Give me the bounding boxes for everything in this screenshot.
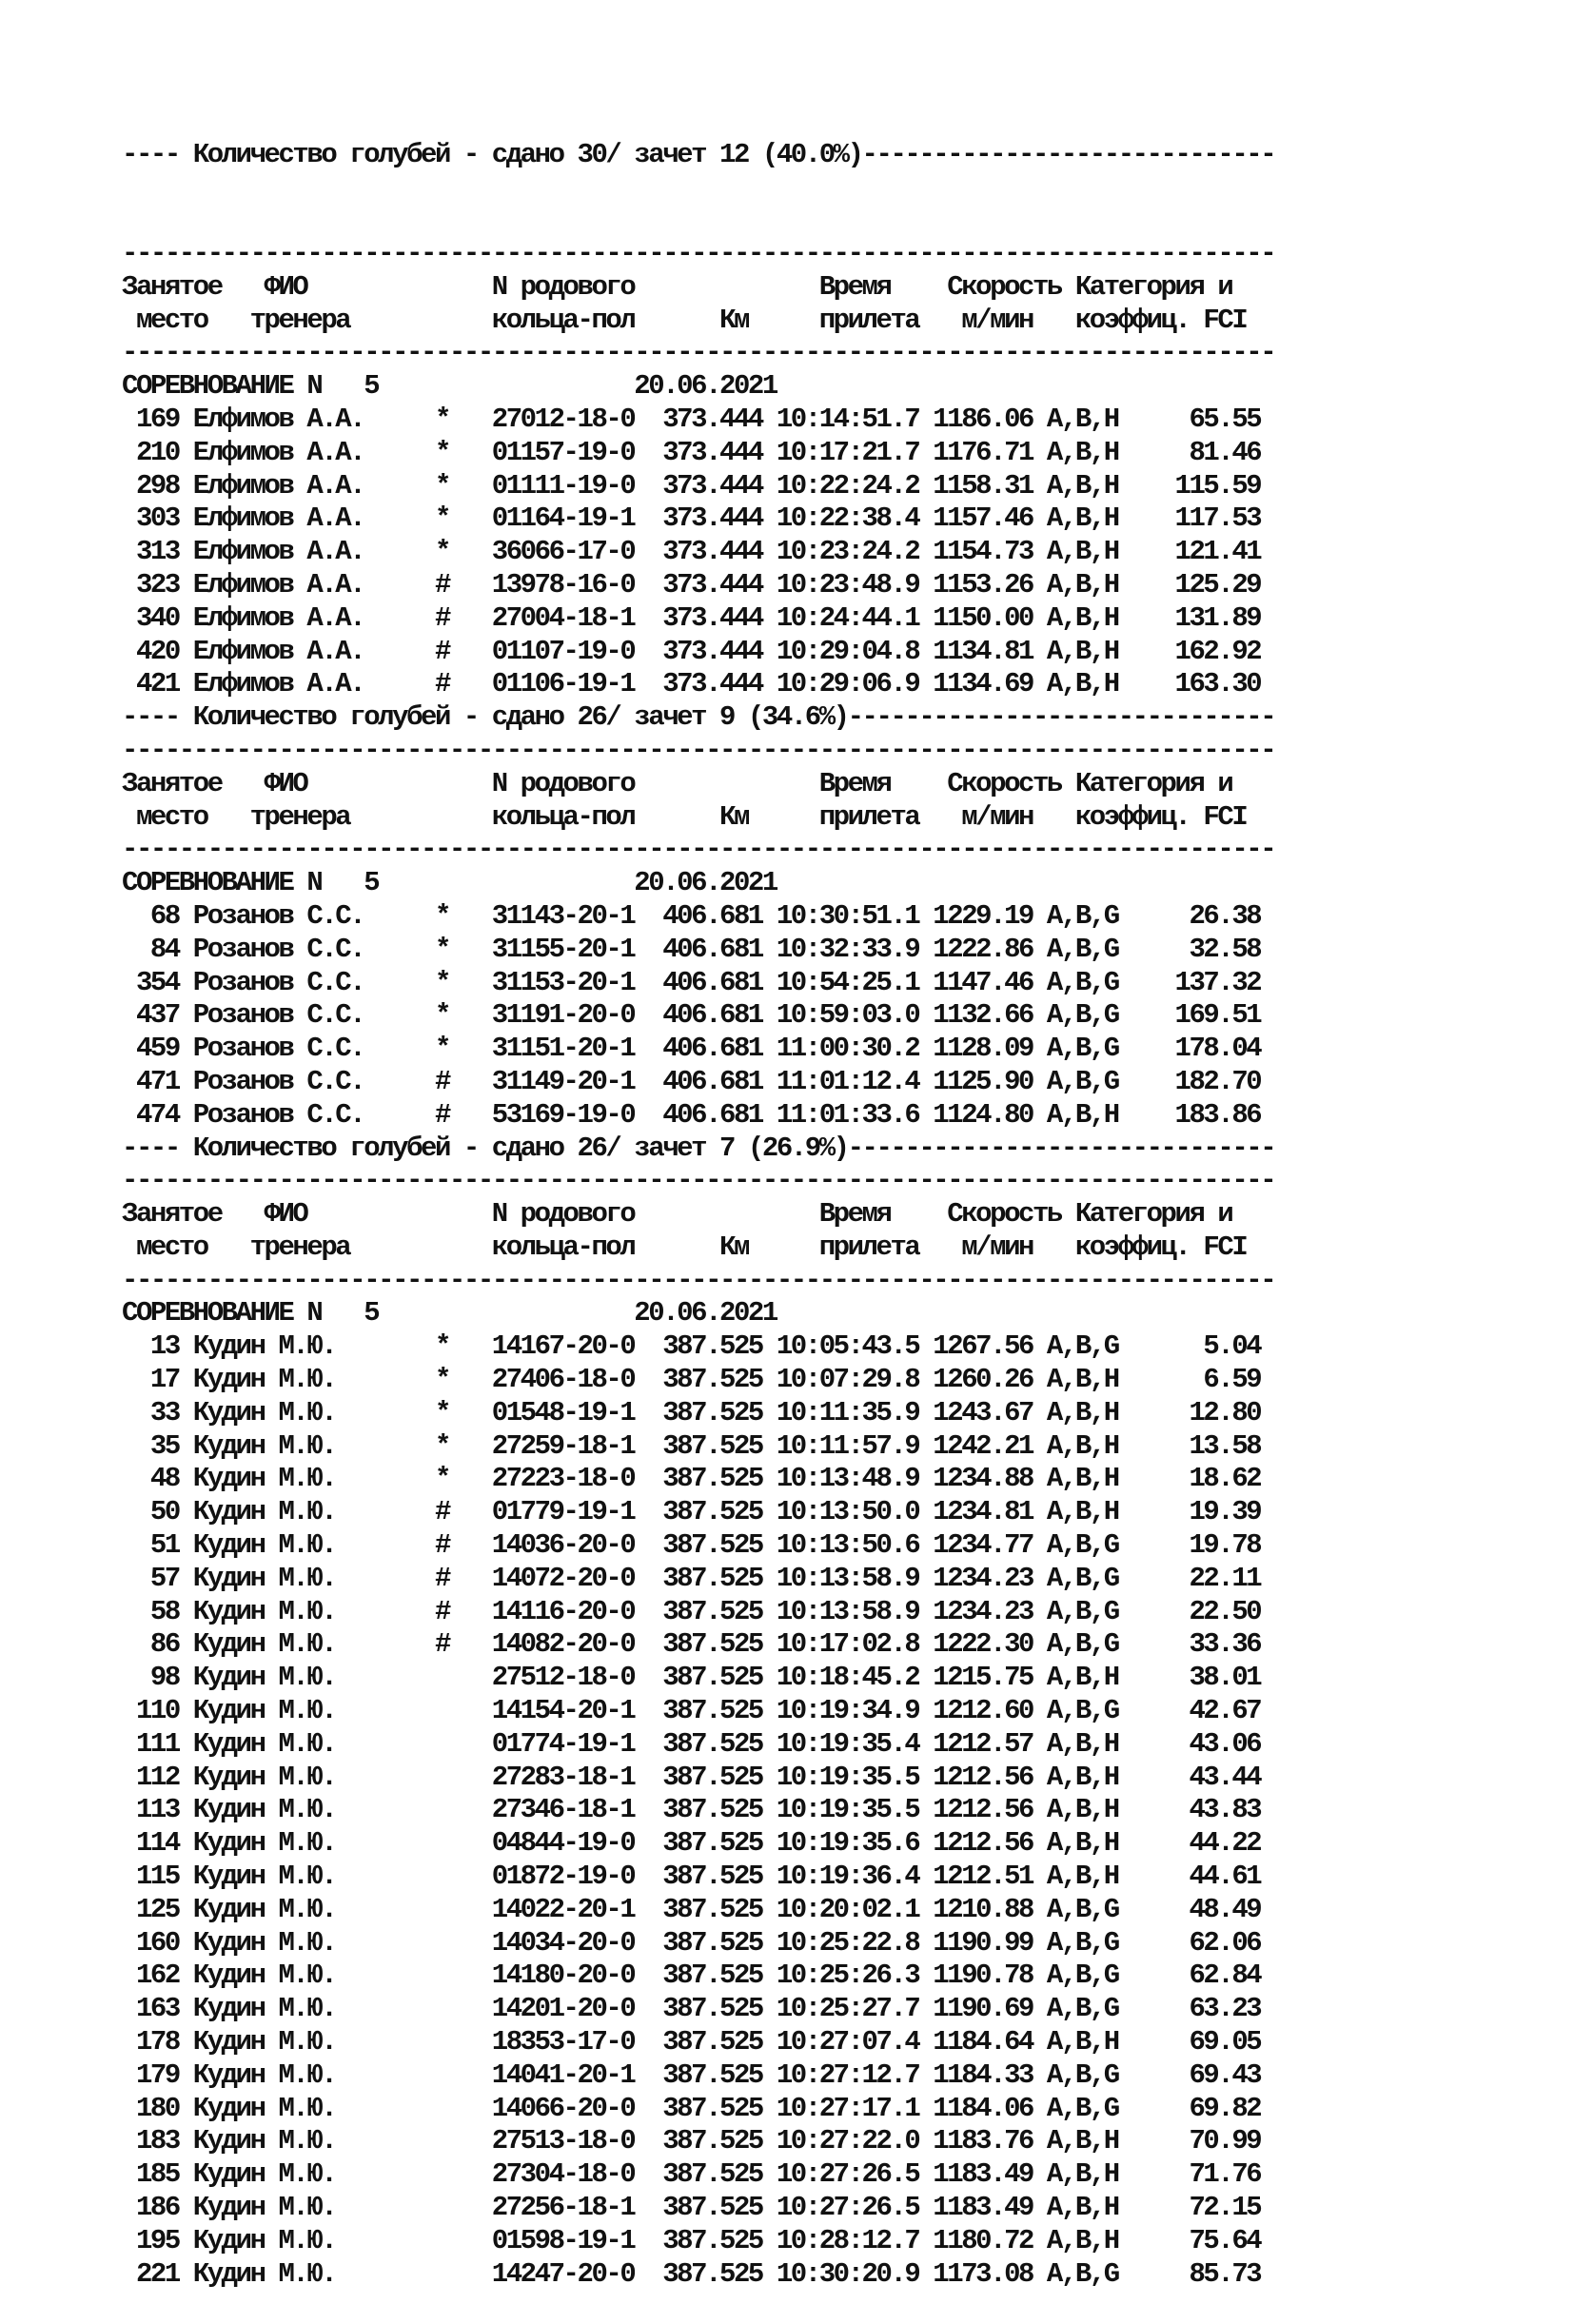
result-row: 180 Кудин М.Ю. 14066-20-0 387.525 10:27:17.1 1184.06 A,B,G 69.82 <box>122 2092 1261 2124</box>
dashed-separator: --------------------------------------------------------------------------------- <box>122 1264 1275 1296</box>
result-row: 86 Кудин М.Ю. # 14082-20-0 387.525 10:17:02.8 1222.30 A,B,G 33.36 <box>122 1628 1261 1661</box>
result-row: 125 Кудин М.Ю. 14022-20-1 387.525 10:20:02.1 1210.88 A,B,G 48.49 <box>122 1893 1261 1925</box>
result-row: 51 Кудин М.Ю. # 14036-20-0 387.525 10:13:50.6 1234.77 A,B,G 19.78 <box>122 1529 1261 1562</box>
results-body <box>122 238 1549 2291</box>
result-row: 68 Розанов С.С. * 31143-20-1 406.681 10:30:51.1 1229.19 A,B,G 26.38 <box>122 899 1261 932</box>
result-row: 210 Елфимов А.А. * 01157-19-0 373.444 10:17:21.7 1176.71 A,B,H 81.46 <box>122 436 1261 468</box>
result-row: 303 Елфимов А.А. * 01164-19-1 373.444 10:22:38.4 1157.46 A,B,H 117.53 <box>122 502 1261 535</box>
top-summary-line: ---- Количество голубей - сдано 30/ зачет 12 (40.0%)----------------------------- <box>122 138 1275 170</box>
column-header-row-2: место тренера кольца-пол Км прилета м/мин коэффиц. FCI <box>122 304 1247 336</box>
result-row: 178 Кудин М.Ю. 18353-17-0 387.525 10:27:07.4 1184.64 A,B,H 69.05 <box>122 2026 1261 2058</box>
result-row: 160 Кудин М.Ю. 14034-20-0 387.525 10:25:22.8 1190.99 A,B,G 62.06 <box>122 1926 1261 1959</box>
result-row: 183 Кудин М.Ю. 27513-18-0 387.525 10:27:22.0 1183.76 A,B,H 70.99 <box>122 2125 1261 2157</box>
result-row: 35 Кудин М.Ю. * 27259-18-1 387.525 10:11:57.9 1242.21 A,B,H 13.58 <box>122 1429 1261 1462</box>
result-row: 323 Елфимов А.А. # 13978-16-0 373.444 10:23:48.9 1153.26 A,B,H 125.29 <box>122 568 1261 601</box>
result-row: 474 Розанов С.С. # 53169-19-0 406.681 11:01:33.6 1124.80 A,B,H 183.86 <box>122 1098 1261 1131</box>
result-row: 115 Кудин М.Ю. 01872-19-0 387.525 10:19:36.4 1212.51 A,B,H 44.61 <box>122 1861 1261 1893</box>
result-row: 112 Кудин М.Ю. 27283-18-1 387.525 10:19:35.5 1212.56 A,B,H 43.44 <box>122 1761 1261 1793</box>
result-row: 179 Кудин М.Ю. 14041-20-1 387.525 10:27:12.7 1184.33 A,B,G 69.43 <box>122 2058 1261 2091</box>
result-row: 33 Кудин М.Ю. * 01548-19-1 387.525 10:11:35.9 1243.67 A,B,H 12.80 <box>122 1396 1261 1428</box>
result-row: 169 Елфимов А.А. * 27012-18-0 373.444 10:14:51.7 1186.06 A,B,H 65.55 <box>122 403 1261 435</box>
dashed-separator: --------------------------------------------------------------------------------- <box>122 237 1275 269</box>
result-row: 185 Кудин М.Ю. 27304-18-0 387.525 10:27:26.5 1183.49 A,B,H 71.76 <box>122 2158 1261 2191</box>
competition-line: СОРЕВНОВАНИЕ N 5 20.06.2021 <box>122 867 777 899</box>
result-row: 98 Кудин М.Ю. 27512-18-0 387.525 10:18:45.2 1215.75 A,B,H 38.01 <box>122 1662 1261 1694</box>
result-row: 340 Елфимов А.А. # 27004-18-1 373.444 10:24:44.1 1150.00 A,B,H 131.89 <box>122 601 1261 634</box>
column-header-row-1: Занятое ФИО N родового Время Скорость Категория и <box>122 1198 1232 1231</box>
column-header-row-2: место тренера кольца-пол Км прилета м/мин коэффиц. FCI <box>122 1231 1247 1263</box>
result-row: 13 Кудин М.Ю. * 14167-20-0 387.525 10:05:43.5 1267.56 A,B,G 5.04 <box>122 1330 1261 1363</box>
section-summary-line: ---- Количество голубей - сдано 26/ зачет 7 (26.9%)------------------------------ <box>122 1132 1275 1164</box>
result-row: 58 Кудин М.Ю. # 14116-20-0 387.525 10:13:58.9 1234.23 A,B,G 22.50 <box>122 1595 1261 1627</box>
result-row: 354 Розанов С.С. * 31153-20-1 406.681 10:54:25.1 1147.46 A,B,G 137.32 <box>122 966 1261 998</box>
result-row: 114 Кудин М.Ю. 04844-19-0 387.525 10:19:35.6 1212.56 A,B,H 44.22 <box>122 1827 1261 1860</box>
result-row: 48 Кудин М.Ю. * 27223-18-0 387.525 10:13:48.9 1234.88 A,B,H 18.62 <box>122 1463 1261 1495</box>
column-header-row-1: Занятое ФИО N родового Время Скорость Категория и <box>122 270 1232 303</box>
result-row: 221 Кудин М.Ю. 14247-20-0 387.525 10:30:20.9 1173.08 A,B,G 85.73 <box>122 2257 1261 2290</box>
result-row: 50 Кудин М.Ю. # 01779-19-1 387.525 10:13:50.0 1234.81 A,B,H 19.39 <box>122 1496 1261 1528</box>
result-row: 313 Елфимов А.А. * 36066-17-0 373.444 10:23:24.2 1154.73 A,B,H 121.41 <box>122 536 1261 568</box>
result-row: 459 Розанов С.С. * 31151-20-1 406.681 11:00:30.2 1128.09 A,B,G 178.04 <box>122 1033 1261 1065</box>
result-row: 163 Кудин М.Ю. 14201-20-0 387.525 10:25:27.7 1190.69 A,B,G 63.23 <box>122 1993 1261 2025</box>
result-row: 298 Елфимов А.А. * 01111-19-0 373.444 10:22:24.2 1158.31 A,B,H 115.59 <box>122 469 1261 502</box>
competition-line: СОРЕВНОВАНИЕ N 5 20.06.2021 <box>122 1297 777 1329</box>
section-summary-line: ---- Количество голубей - сдано 26/ зачет 9 (34.6%)------------------------------ <box>122 701 1275 734</box>
result-row: 110 Кудин М.Ю. 14154-20-1 387.525 10:19:34.9 1212.60 A,B,G 42.67 <box>122 1695 1261 1727</box>
result-row: 111 Кудин М.Ю. 01774-19-1 387.525 10:19:35.4 1212.57 A,B,H 43.06 <box>122 1727 1261 1760</box>
result-row: 84 Розанов С.С. * 31155-20-1 406.681 10:32:33.9 1222.86 A,B,G 32.58 <box>122 933 1261 965</box>
result-row: 420 Елфимов А.А. # 01107-19-0 373.444 10:29:04.8 1134.81 A,B,H 162.92 <box>122 635 1261 667</box>
result-row: 186 Кудин М.Ю. 27256-18-1 387.525 10:27:26.5 1183.49 A,B,H 72.15 <box>122 2192 1261 2223</box>
dashed-separator: --------------------------------------------------------------------------------- <box>122 1165 1275 1197</box>
result-row: 57 Кудин М.Ю. # 14072-20-0 387.525 10:13:58.9 1234.23 A,B,G 22.11 <box>122 1562 1261 1594</box>
competition-line: СОРЕВНОВАНИЕ N 5 20.06.2021 <box>122 370 777 403</box>
dashed-separator: --------------------------------------------------------------------------------- <box>122 734 1275 766</box>
result-row: 471 Розанов С.С. # 31149-20-1 406.681 11:01:12.4 1125.90 A,B,G 182.70 <box>122 1065 1261 1097</box>
dashed-separator: --------------------------------------------------------------------------------- <box>122 337 1275 369</box>
result-row: 195 Кудин М.Ю. 01598-19-1 387.525 10:28:12.7 1180.72 A,B,H 75.64 <box>122 2224 1261 2256</box>
result-row: 17 Кудин М.Ю. * 27406-18-0 387.525 10:07:29.8 1260.26 A,B,H 6.59 <box>122 1364 1261 1396</box>
result-row: 162 Кудин М.Ю. 14180-20-0 387.525 10:25:26.3 1190.78 A,B,G 62.84 <box>122 1960 1261 1992</box>
results-document <box>122 72 1549 2324</box>
result-row: 113 Кудин М.Ю. 27346-18-1 387.525 10:19:35.5 1212.56 A,B,H 43.83 <box>122 1794 1261 1826</box>
result-row: 421 Елфимов А.А. # 01106-19-1 373.444 10:29:06.9 1134.69 A,B,H 163.30 <box>122 668 1261 700</box>
column-header-row-1: Занятое ФИО N родового Время Скорость Категория и <box>122 767 1232 799</box>
column-header-row-2: место тренера кольца-пол Км прилета м/мин коэффиц. FCI <box>122 800 1247 833</box>
result-row: 437 Розанов С.С. * 31191-20-0 406.681 10:59:03.0 1132.66 A,B,G 169.51 <box>122 999 1261 1032</box>
dashed-separator: --------------------------------------------------------------------------------- <box>122 834 1275 866</box>
